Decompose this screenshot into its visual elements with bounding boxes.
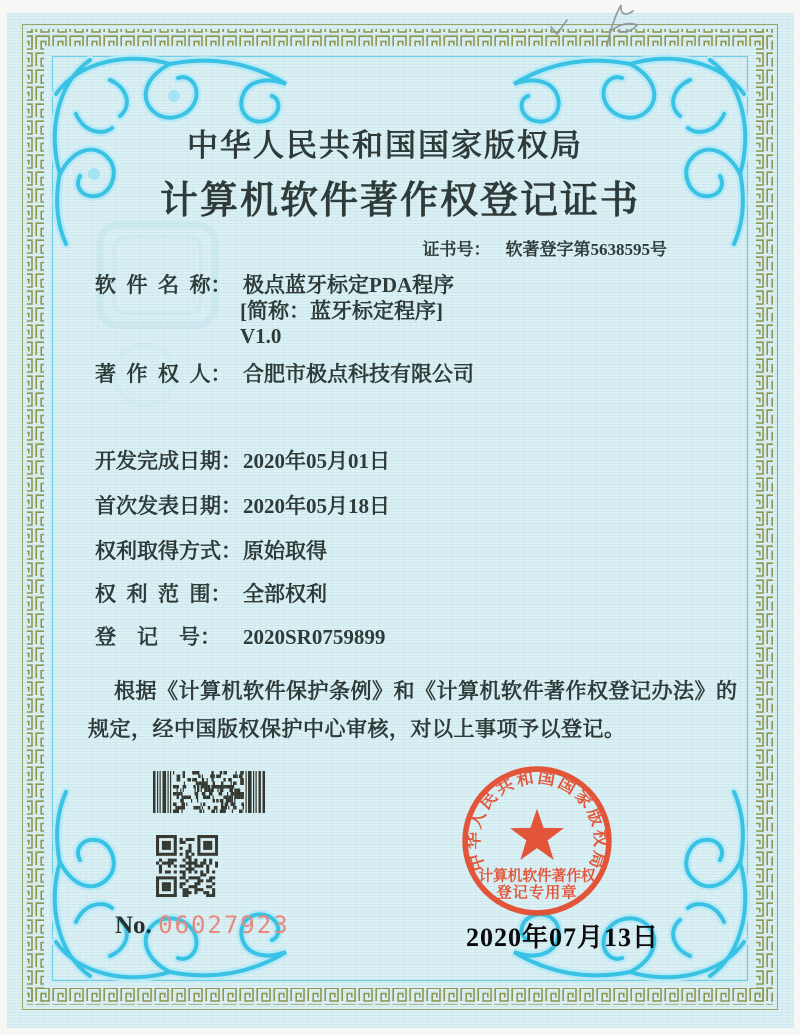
seal-star-icon	[510, 809, 564, 860]
serial-prefix: No.	[115, 912, 152, 939]
publish-date-label: 首次发表日期：	[95, 494, 242, 518]
certificate-number	[423, 241, 668, 258]
serial-number	[115, 913, 290, 938]
field-copyright-owner	[95, 364, 474, 385]
statement-line-2: 规定，经中国版权保护中心审核，对以上事项予以登记。	[88, 717, 626, 741]
certificate-number-value: 软著登字第5638595号	[505, 240, 667, 259]
qr-code	[156, 835, 218, 897]
scope-label: 权 利 范 围：	[95, 582, 232, 606]
registration-number-value: 2020SR0759899	[243, 625, 386, 649]
seal-text-line2: 登记专用章	[496, 884, 578, 902]
acquisition-value: 原始取得	[243, 539, 327, 563]
field-rights-scope	[95, 584, 327, 605]
serial-digits: 06027923	[158, 911, 290, 939]
field-software-name	[95, 275, 454, 296]
barcode	[153, 771, 265, 813]
official-seal	[459, 763, 615, 919]
issuing-authority: 中华人民共和国国家版权局	[187, 128, 583, 163]
copyright-owner-value: 合肥市极点科技有限公司	[243, 362, 474, 386]
copyright-owner-label: 著 作 权 人：	[95, 362, 232, 386]
seal-text-line1: 计算机软件著作权	[478, 868, 596, 885]
acquisition-label: 权利取得方式：	[95, 539, 242, 563]
field-rights-acquisition	[95, 541, 327, 562]
certificate-title: 计算机软件著作权登记证书	[159, 180, 640, 222]
seal-arc-text: 中华人民共和国国家版权局	[464, 767, 610, 874]
software-name-value: 极点蓝牙标定PDA程序	[243, 273, 455, 297]
issue-date: 2020年07月13日	[466, 923, 660, 952]
software-name-label: 软 件 名 称：	[95, 273, 232, 297]
software-version: V1.0	[240, 324, 282, 348]
dev-date-value: 2020年05月01日	[243, 449, 390, 473]
publish-date-value: 2020年05月18日	[243, 494, 390, 518]
certificate-paper	[7, 13, 794, 1028]
scope-value: 全部权利	[243, 582, 327, 606]
registration-number-label: 登 记 号：	[95, 625, 221, 649]
field-dev-complete-date	[95, 451, 390, 472]
dev-date-label: 开发完成日期：	[95, 449, 242, 473]
field-registration-number	[95, 627, 385, 648]
software-short-name: [简称：蓝牙标定程序]	[240, 299, 443, 323]
certificate-number-label: 证书号：	[422, 240, 491, 259]
field-first-publish-date	[95, 496, 390, 517]
statement-line-1: 根据《计算机软件保护条例》和《计算机软件著作权登记办法》的	[114, 679, 738, 703]
